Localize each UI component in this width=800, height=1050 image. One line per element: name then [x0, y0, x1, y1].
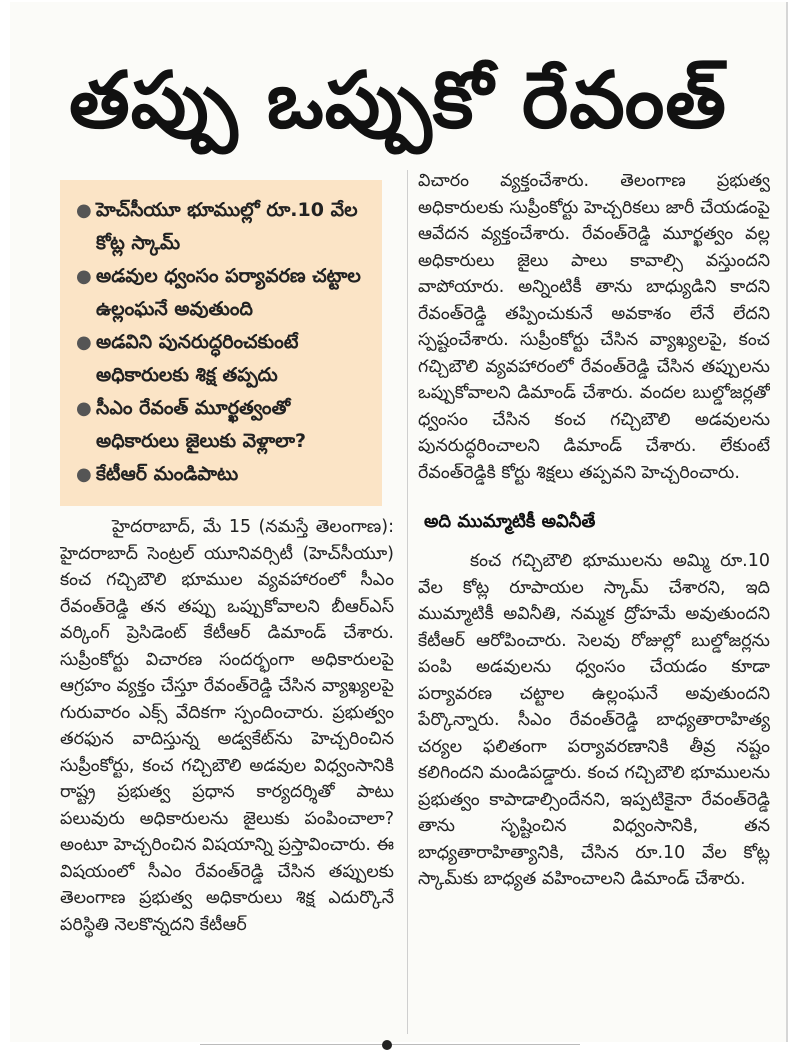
subheading: అది ముమ్మాటికీ అవినీతే [424, 511, 596, 532]
body-paragraph: కంచ గచ్చిబౌలి భూములను అమ్మి రూ.10 వేల కోట్ల రూపాయల స్కామ్ చేశారని, ఇది ముమ్మాటికీ అవినీతి, నమ్మక ద్రోహమే అవుతుందని కేటీఆర్ ఆరోపించారు. సెలవు రోజుల్లో బుల్డోజర్లను పంపి అడవులను ధ్వంసం చేయడం కూడా పర్యావరణ చట్టాల ఉల్లంఘనే అవుతుందని పేర్కొన్నారు. సీఎం రేవంత్‌రెడ్డి బాధ్యతారాహిత్య చర్యల ఫలితంగా పర్యావరణానికి తీవ్ర నష్టం కలిగిందని మండిపడ్డారు. కంచ గచ్చిబౌలి భూములను ప్రభుత్వం కాపాడాల్సిందేనని, ఇప్పటికైనా రేవంత్‌రెడ్డి తాను సృష్టించిన విధ్వంసానికి, తన బాధ్యతారాహిత్యానికి, చేసిన రూ.10 వేల కోట్ల స్కామ్‌కు బాధ్యత వహించాలని డిమాండ్ చేశారు. [418, 551, 770, 889]
body-paragraph: విచారం వ్యక్తంచేశారు. తెలంగాణ ప్రభుత్వ అధికారులకు సుప్రీంకోర్టు హెచ్చరికలు జారీ చేయడంపై ఆవేదన వ్యక్తంచేశారు. రేవంత్‌రెడ్డి మూర్ఖత్వం వల్ల అధికారులు జైలు పాలు కావాల్సి వస్తుందని వాపోయారు. అన్నింటికీ తాను బాధ్యుడిని కాదని రేవంత్‌రెడ్డి తప్పించుకునే అవకాశం లేనే లేదని స్పష్టంచేశారు. సుప్రీంకోర్టు చేసిన వ్యాఖ్యలపై, కంచ గచ్చిబౌలి వ్యవహారంలో రేవంత్‌రెడ్డి చేసిన తప్పులను ఒప్పుకోవాలని డిమాండ్ చేశారు. వందల బుల్డోజర్లతో ధ్వంసం చేసిన కంచ గచ్చిబౌలి అడవులను పునరుద్ధరించాలని డిమాండ్ చేశారు. లేకుంటే రేవంత్‌రెడ్డికి కోర్టు శిక్షలు తప్పవని హెచ్చరించారు. [418, 171, 770, 483]
newspaper-clipping [10, 2, 788, 1042]
highlights-box [60, 180, 382, 506]
highlights-list [72, 194, 372, 491]
bullet-icon: ● [76, 398, 92, 419]
footer-dot-icon [382, 1040, 392, 1050]
headline: తప్పు ఒప్పుకో రేవంత్ [69, 56, 727, 146]
highlight-item: ● సీఎం రేవంత్ మూర్ఖత్వంతో అధికారులు జైలుకు వెళ్లాలా? [72, 392, 372, 458]
bullet-icon: ● [76, 200, 92, 221]
highlight-item: ● అడవిని పునరుద్ధరించకుంటే అధికారులకు శిక్ష తప్పదు [72, 326, 372, 392]
right-column [418, 168, 770, 1034]
left-column [60, 514, 394, 1034]
highlight-item: ● హెచ్‌సీయూ భూముల్లో రూ.10 వేల కోట్ల స్కామ్ [72, 194, 372, 260]
column-divider [407, 170, 408, 1034]
footer-ornament [360, 1036, 420, 1048]
highlight-item: ● అడవుల ధ్వంసం పర్యావరణ చట్టాల ఉల్లంఘనే అవుతుంది [72, 260, 372, 326]
body-paragraph: హైదరాబాద్, మే 15 (నమస్తే తెలంగాణ): హైదరాబాద్ సెంట్రల్ యూనివర్సిటీ (హెచ్‌సీయూ) కంచ గచ్చిబౌలి భూముల వ్యవహారంలో సీఎం రేవంత్‌రెడ్డి తన తప్పు ఒప్పుకోవాలని బీఆర్‌ఎస్ వర్కింగ్ ప్రెసిడెంట్ కేటీఆర్ డిమాండ్ చేశారు. సుప్రీంకోర్టు విచారణ సందర్భంగా అధికారులపై ఆగ్రహం వ్యక్తం చేస్తూ రేవంత్‌రెడ్డి చేసిన వ్యాఖ్యలపై గురువారం ఎక్స్ వేదికగా స్పందించారు. ప్రభుత్వం తరఫున వాదిస్తున్న అడ్వకేట్‌ను హెచ్చరించిన సుప్రీంకోర్టు, కంచ గచ్చిబౌలి అడవుల విధ్వంసానికి రాష్ట్ర ప్రభుత్వ ప్రధాన కార్యదర్శితో పాటు పలువురు అధికారులను జైలుకు పంపించాలా? అంటూ హెచ్చరించిన విషయాన్ని ప్రస్తావించారు. ఈ విషయంలో సీఎం రేవంత్‌రెడ్డి చేసిన తప్పులకు తెలంగాణ ప్రభుత్వ అధికారులు శిక్ష ఎదుర్కొనే పరిస్థితి నెలకొన్నదని కేటీఆర్ [60, 517, 394, 935]
bullet-icon: ● [76, 464, 92, 485]
highlight-item: ● కేటీఆర్ మండిపాటు [72, 458, 372, 491]
bullet-icon: ● [76, 266, 92, 287]
bullet-icon: ● [76, 332, 92, 353]
